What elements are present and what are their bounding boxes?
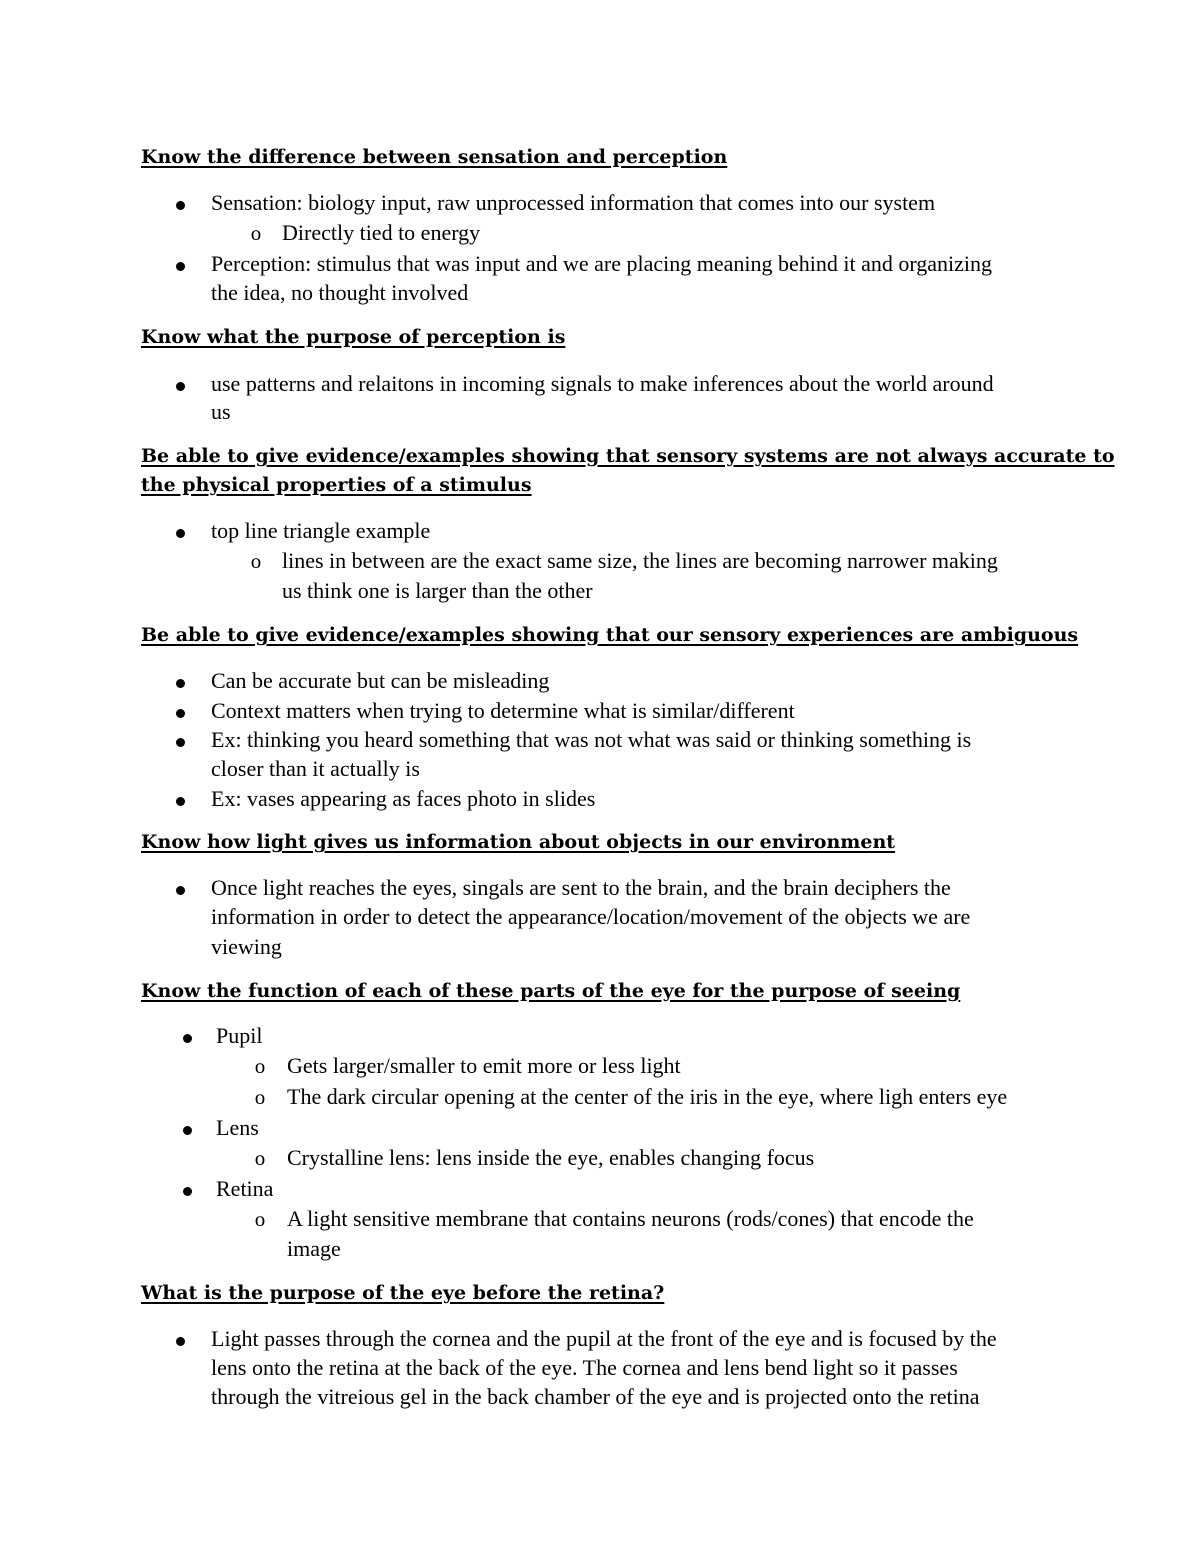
bullet-icon <box>174 1328 186 1350</box>
section-heading: Know how light gives us information about objects in our environment <box>141 831 896 853</box>
list-item-text: Pupil <box>216 1023 263 1048</box>
list-item-text: Lens <box>216 1115 259 1140</box>
bullet-icon <box>174 729 186 751</box>
list-item-text: use patterns and relaitons in incoming signals to make inferences about the world around <box>211 371 994 396</box>
sub-bullet-icon: o <box>250 549 262 573</box>
list-item-text: the idea, no thought involved <box>211 280 469 305</box>
bullet-icon <box>174 877 186 899</box>
sub-list-item-text: The dark circular opening at the center of the iris in the eye, where ligh enters eye <box>287 1084 1008 1109</box>
list-item-text: through the vitreious gel in the back chamber of the eye and is projected onto the retina <box>211 1384 980 1409</box>
sub-bullet-icon: o <box>254 1085 266 1109</box>
section-heading: Be able to give evidence/examples showing that sensory systems are not always accurate to <box>141 445 1115 467</box>
bullet-icon <box>174 192 186 214</box>
list-item-text: closer than it actually is <box>211 756 420 781</box>
bullet-icon <box>174 700 186 722</box>
list-item-text: viewing <box>211 934 282 959</box>
section-heading: Know the difference between sensation and perception <box>141 146 728 168</box>
bullet-icon <box>174 253 186 275</box>
sub-bullet-icon: o <box>254 1146 266 1170</box>
sub-list-item-text: A light sensitive membrane that contains neurons (rods/cones) that encode the <box>287 1206 974 1231</box>
sub-bullet-icon: o <box>254 1207 266 1231</box>
list-item-text: lens onto the retina at the back of the eye. The cornea and lens bend light so it passes <box>211 1355 958 1380</box>
list-item-text: us <box>211 399 231 424</box>
list-item-text: Sensation: biology input, raw unprocessed information that comes into our system <box>211 190 936 215</box>
bullet-icon <box>174 373 186 395</box>
list-item-text: Once light reaches the eyes, singals are sent to the brain, and the brain deciphers the <box>211 875 951 900</box>
bullet-icon <box>174 520 186 542</box>
bullet-icon <box>174 788 186 810</box>
list-item-text: Ex: vases appearing as faces photo in slides <box>211 786 596 811</box>
sub-list-item-text: image <box>287 1236 341 1261</box>
bullet-icon <box>181 1178 193 1200</box>
list-item-text: Ex: thinking you heard something that was not what was said or thinking something is <box>211 727 972 752</box>
sub-bullet-icon: o <box>250 221 262 245</box>
list-item-text: Can be accurate but can be misleading <box>211 668 550 693</box>
bullet-icon <box>181 1025 193 1047</box>
bullet-icon <box>174 670 186 692</box>
sub-list-item-text: lines in between are the exact same size, the lines are becoming narrower making <box>282 548 998 573</box>
sub-list-item-text: Crystalline lens: lens inside the eye, enables changing focus <box>287 1145 815 1170</box>
section-heading: the physical properties of a stimulus <box>141 474 532 496</box>
section-heading: Know what the purpose of perception is <box>141 326 566 348</box>
section-heading: Know the function of each of these parts of the eye for the purpose of seeing <box>141 980 961 1002</box>
list-item-text: Retina <box>216 1176 274 1201</box>
list-item-text: Perception: stimulus that was input and we are placing meaning behind it and organizing <box>211 251 993 276</box>
sub-list-item-text: Directly tied to energy <box>282 220 481 245</box>
list-item-text: Context matters when trying to determine what is similar/different <box>211 698 795 723</box>
list-item-text: information in order to detect the appearance/location/movement of the objects we are <box>211 904 971 929</box>
sub-bullet-icon: o <box>254 1054 266 1078</box>
list-item-text: Light passes through the cornea and the pupil at the front of the eye and is focused by the <box>211 1326 997 1351</box>
section-heading: Be able to give evidence/examples showing that our sensory experiences are ambiguous <box>141 624 1079 646</box>
list-item-text: top line triangle example <box>211 518 431 543</box>
section-heading: What is the purpose of the eye before the retina? <box>141 1282 665 1304</box>
sub-list-item-text: us think one is larger than the other <box>282 578 593 603</box>
sub-list-item-text: Gets larger/smaller to emit more or less light <box>287 1053 681 1078</box>
bullet-icon <box>181 1117 193 1139</box>
